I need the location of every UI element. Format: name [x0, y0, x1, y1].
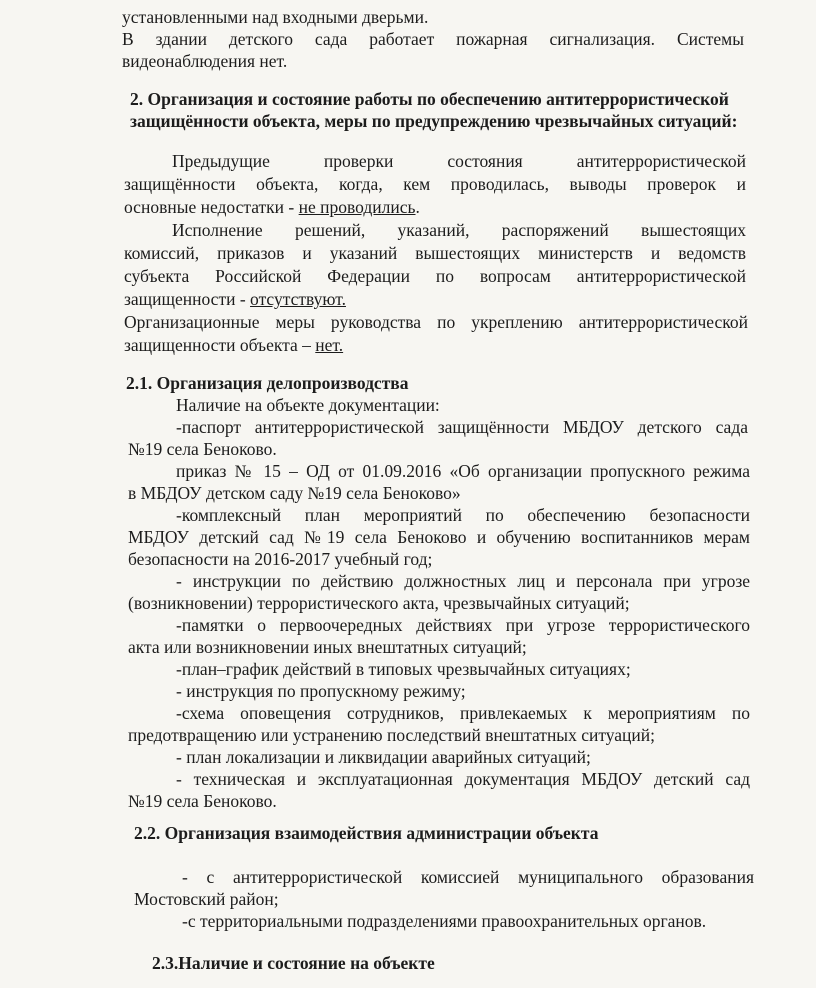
- status-not-conducted: не проводились: [298, 197, 416, 217]
- intro-line-3: видеонаблюдения нет.: [122, 51, 288, 71]
- section-2-1-line-13: -план–график действий в типовых чрезвычайных ситуациях;: [176, 659, 631, 679]
- section-2-1-line-16: предотвращению или устранению последствий внештатных ситуаций;: [128, 725, 655, 745]
- section-2-1-line-12: акта или возникновении иных внештатных ситуаций;: [128, 637, 527, 657]
- section-2-1-line-3: №19 села Беноково.: [128, 439, 277, 459]
- section-2-p3-line-1: Организационные меры руководства по укреплению антитеррористической: [124, 312, 748, 332]
- section-2-1-line-6: -комплексный план мероприятий по обеспечению безопасности: [176, 505, 750, 525]
- status-none: нет.: [315, 335, 344, 355]
- section-2-2-line-1: - с антитеррористической комиссией муниципального образования: [182, 867, 754, 887]
- section-2-p2-line-3: субъекта Российской Федерации по вопросам антитеррористической: [124, 266, 746, 286]
- section-2-1-line-17: - план локализации и ликвидации аварийных ситуаций;: [176, 747, 591, 767]
- section-2-1-line-14: - инструкция по пропускному режиму;: [176, 681, 466, 701]
- section-2-p2-line-2: комиссий, приказов и указаний вышестоящих министерств и ведомств: [124, 243, 746, 263]
- section-2-p1-line-1: Предыдущие проверки состояния антитеррористической: [172, 151, 746, 171]
- section-2-p3-line-2: защищенности объекта – нет.: [124, 335, 344, 355]
- section-2-p1-line-2: защищённости объекта, когда, кем проводилась, выводы проверок и: [124, 174, 746, 194]
- section-2-heading-line-2: защищённости объекта, меры по предупреждению чрезвычайных ситуаций:: [130, 111, 738, 131]
- section-2-1-line-4: приказ № 15 – ОД от 01.09.2016 «Об организации пропускного режима: [176, 461, 750, 481]
- section-2-1-line-8: безопасности на 2016-2017 учебный год;: [128, 549, 433, 569]
- section-2-1-line-15: -схема оповещения сотрудников, привлекаемых к мероприятиям по: [176, 703, 750, 723]
- section-2-1-line-19: №19 села Беноково.: [128, 791, 277, 811]
- section-2-1-line-2: -паспорт антитеррористической защищённости МБДОУ детского сада: [176, 417, 748, 437]
- section-2-1-line-10: (возникновении) террористического акта, чрезвычайных ситуаций;: [128, 593, 630, 613]
- section-2-2-line-2: Мостовский район;: [134, 889, 279, 909]
- section-2-1-heading: 2.1. Организация делопроизводства: [126, 373, 409, 393]
- section-2-1-line-7: МБДОУ детский сад №19 села Беноково и обучению воспитанников мерам: [128, 527, 750, 547]
- section-2-1-line-1: Наличие на объекте документации:: [176, 395, 440, 415]
- section-2-2-line-3: -с территориальными подразделениями правоохранительных органов.: [182, 911, 707, 931]
- intro-line-2: В здании детского сада работает пожарная сигнализация. Системы: [122, 29, 744, 49]
- status-absent: отсутствуют.: [250, 289, 346, 309]
- section-2-1-line-18: - техническая и эксплуатационная документация МБДОУ детский сад: [176, 769, 750, 789]
- section-2-p2-line-1: Исполнение решений, указаний, распоряжений вышестоящих: [172, 220, 746, 240]
- section-2-1-line-9: - инструкции по действию должностных лиц и персонала при угрозе: [176, 571, 750, 591]
- section-2-p2-line-4: защищенности - отсутствуют.: [124, 289, 346, 309]
- intro-line-1: установленными над входными дверьми.: [122, 7, 429, 27]
- section-2-1-line-11: -памятки о первоочередных действиях при угрозе террористического: [176, 615, 750, 635]
- section-2-2-heading: 2.2. Организация взаимодействия администрации объекта: [134, 823, 599, 843]
- section-2-3-heading: 2.3.Наличие и состояние на объекте: [152, 953, 435, 973]
- section-2-p1-line-3: основные недостатки - не проводились.: [124, 197, 420, 217]
- section-2-heading-line-1: 2. Организация и состояние работы по обеспечению антитеррористической: [130, 89, 729, 109]
- section-2-1-line-5: в МБДОУ детском саду №19 села Беноково»: [128, 483, 461, 503]
